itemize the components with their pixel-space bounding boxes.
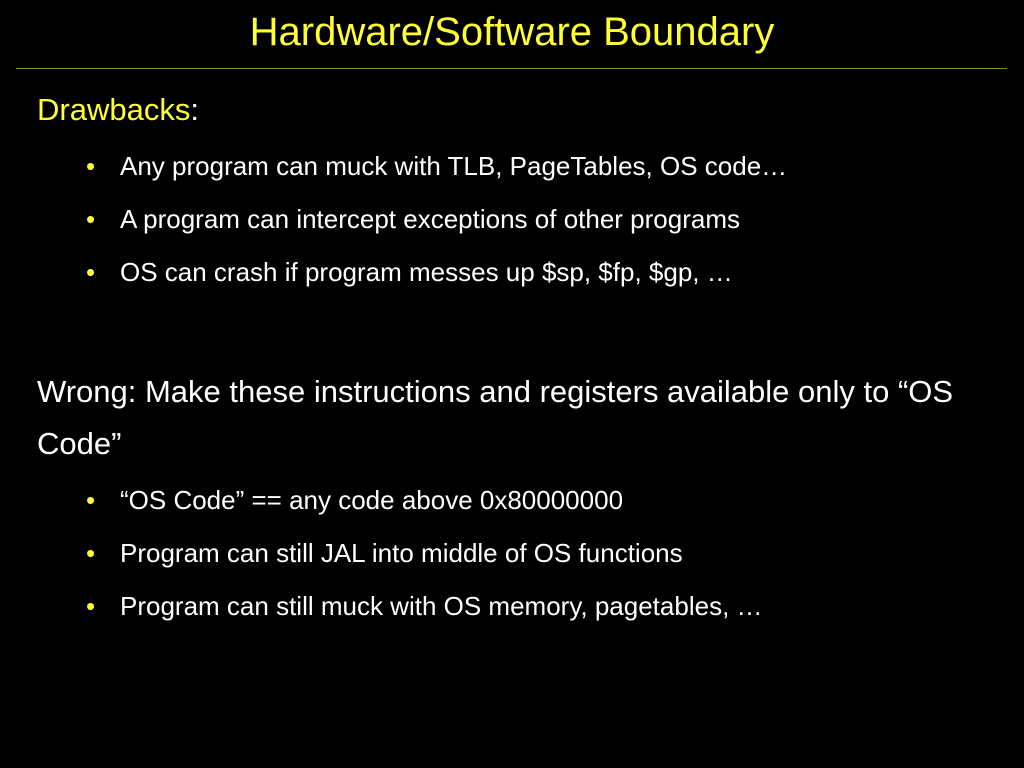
bullet-icon: •	[86, 538, 96, 568]
wrong-bullet-text: Program can still muck with OS memory, pagetables, …	[120, 591, 763, 621]
drawback-bullet-3	[86, 256, 733, 288]
slide-title: Hardware/Software Boundary	[249, 10, 775, 54]
bullet-icon: •	[86, 151, 96, 181]
wrong-bullet-text: “OS Code” == any code above 0x80000000	[120, 485, 624, 515]
drawbacks-heading	[37, 91, 199, 129]
bullet-icon: •	[86, 204, 96, 234]
bullet-icon: •	[86, 485, 96, 515]
bullet-icon: •	[86, 591, 96, 621]
drawback-bullet-text: A program can intercept exceptions of other programs	[120, 204, 740, 234]
wrong-approach-heading: Wrong: Make these instructions and registers available only to “OS Code”	[37, 374, 954, 461]
drawback-bullet-1	[86, 150, 787, 182]
drawbacks-colon: :	[190, 92, 199, 127]
drawback-bullet-text: OS can crash if program messes up $sp, $fp, $gp, …	[120, 257, 733, 287]
wrong-bullet-1	[86, 484, 623, 516]
bullet-icon: •	[86, 257, 96, 287]
drawback-bullet-text: Any program can muck with TLB, PageTables, OS code…	[120, 151, 788, 181]
drawback-bullet-2	[86, 203, 740, 235]
wrong-bullet-2	[86, 537, 683, 569]
wrong-bullet-3	[86, 590, 763, 622]
drawbacks-label: Drawbacks	[37, 92, 191, 127]
title-divider	[16, 68, 1007, 69]
wrong-bullet-text: Program can still JAL into middle of OS functions	[120, 538, 683, 568]
